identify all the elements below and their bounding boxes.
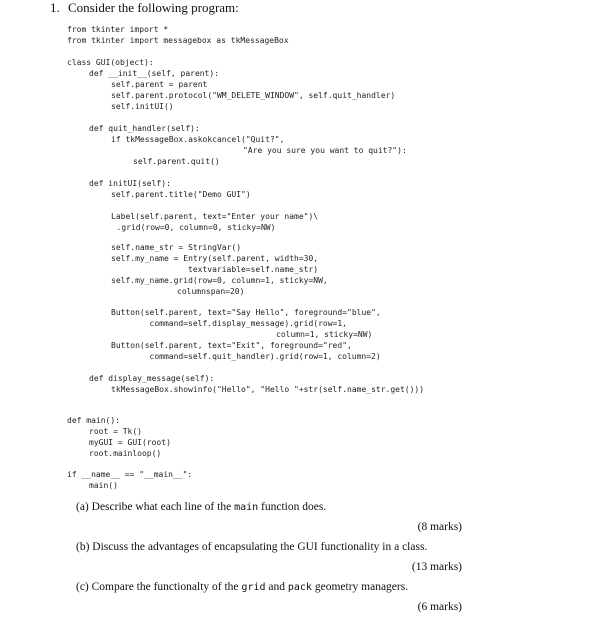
code-line: def main(): <box>67 416 120 425</box>
code-line: myGUI = GUI(root) <box>89 438 171 447</box>
part-label: (b) <box>76 541 90 553</box>
part-text: and <box>265 581 288 593</box>
question-number: 1. <box>50 0 60 15</box>
code-line: Button(self.parent, text="Say Hello", foreground="blue", <box>111 308 381 317</box>
code-line: from tkinter import messagebox as tkMessageBox <box>67 36 289 45</box>
code-line: textvariable=self.name_str) <box>188 265 319 274</box>
question-title <box>50 0 239 16</box>
code-keyword: pack <box>287 582 312 593</box>
code-line: self.initUI() <box>111 102 174 111</box>
code-line: self.my_name.grid(row=0, column=1, sticky=NW, <box>111 276 328 285</box>
code-line: self.my_name = Entry(self.parent, width=30, <box>111 254 319 263</box>
marks-c: (6 marks) <box>417 601 462 613</box>
code-line: command=self.quit_handler).grid(row=1, column=2) <box>149 352 381 361</box>
code-line: from tkinter import * <box>67 25 169 34</box>
code-line: .grid(row=0, column=0, sticky=NW) <box>116 223 276 232</box>
marks-b: (13 marks) <box>411 561 462 573</box>
code-line: self.name_str = StringVar() <box>111 243 242 252</box>
code-line: def display_message(self): <box>89 374 215 383</box>
code-line: def initUI(self): <box>89 179 171 188</box>
code-line: root.mainloop() <box>89 449 162 458</box>
question-text: Consider the following program: <box>68 0 239 15</box>
code-line: if __name__ == "__main__": <box>67 470 193 479</box>
part-text: function does. <box>258 501 327 513</box>
code-keyword: grid <box>241 582 266 593</box>
code-line: "Are you sure you want to quit?"): <box>243 146 407 155</box>
code-line: command=self.display_message).grid(row=1, <box>149 319 347 328</box>
code-line: self.parent = parent <box>111 80 208 89</box>
part-a <box>76 501 326 513</box>
code-line: def __init__(self, parent): <box>89 69 220 78</box>
part-label: (a) <box>76 501 89 513</box>
code-line: column=1, sticky=NW) <box>276 330 373 339</box>
code-keyword: main <box>234 502 259 513</box>
code-line: def quit_handler(self): <box>89 124 200 133</box>
code-line: columnspan=20) <box>177 287 245 296</box>
code-line: if tkMessageBox.askokcancel("Quit?", <box>111 135 285 144</box>
code-line: main() <box>89 481 118 490</box>
part-text: Discuss the advantages of encapsulating the GUI functionality in a class. <box>92 541 428 553</box>
part-c <box>76 581 408 593</box>
part-text: Describe what each line of the <box>91 501 235 513</box>
code-line: self.parent.protocol("WM_DELETE_WINDOW", self.quit_handler) <box>111 91 396 100</box>
code-line: self.parent.title("Demo GUI") <box>111 190 251 199</box>
code-line: Label(self.parent, text="Enter your name")\ <box>111 212 319 221</box>
code-line: self.parent.quit() <box>133 157 220 166</box>
part-text: Compare the functionalty of the <box>91 581 242 593</box>
part-b <box>76 541 427 553</box>
code-line: root = Tk() <box>89 427 142 436</box>
code-line: Button(self.parent, text="Exit", foreground="red", <box>111 341 352 350</box>
part-text: geometry managers. <box>311 581 409 593</box>
code-line: tkMessageBox.showinfo("Hello", "Hello "+str(self.name_str.get())) <box>111 385 425 394</box>
marks-a: (8 marks) <box>417 521 462 533</box>
code-line: class GUI(object): <box>67 58 154 67</box>
part-label: (c) <box>76 581 89 593</box>
